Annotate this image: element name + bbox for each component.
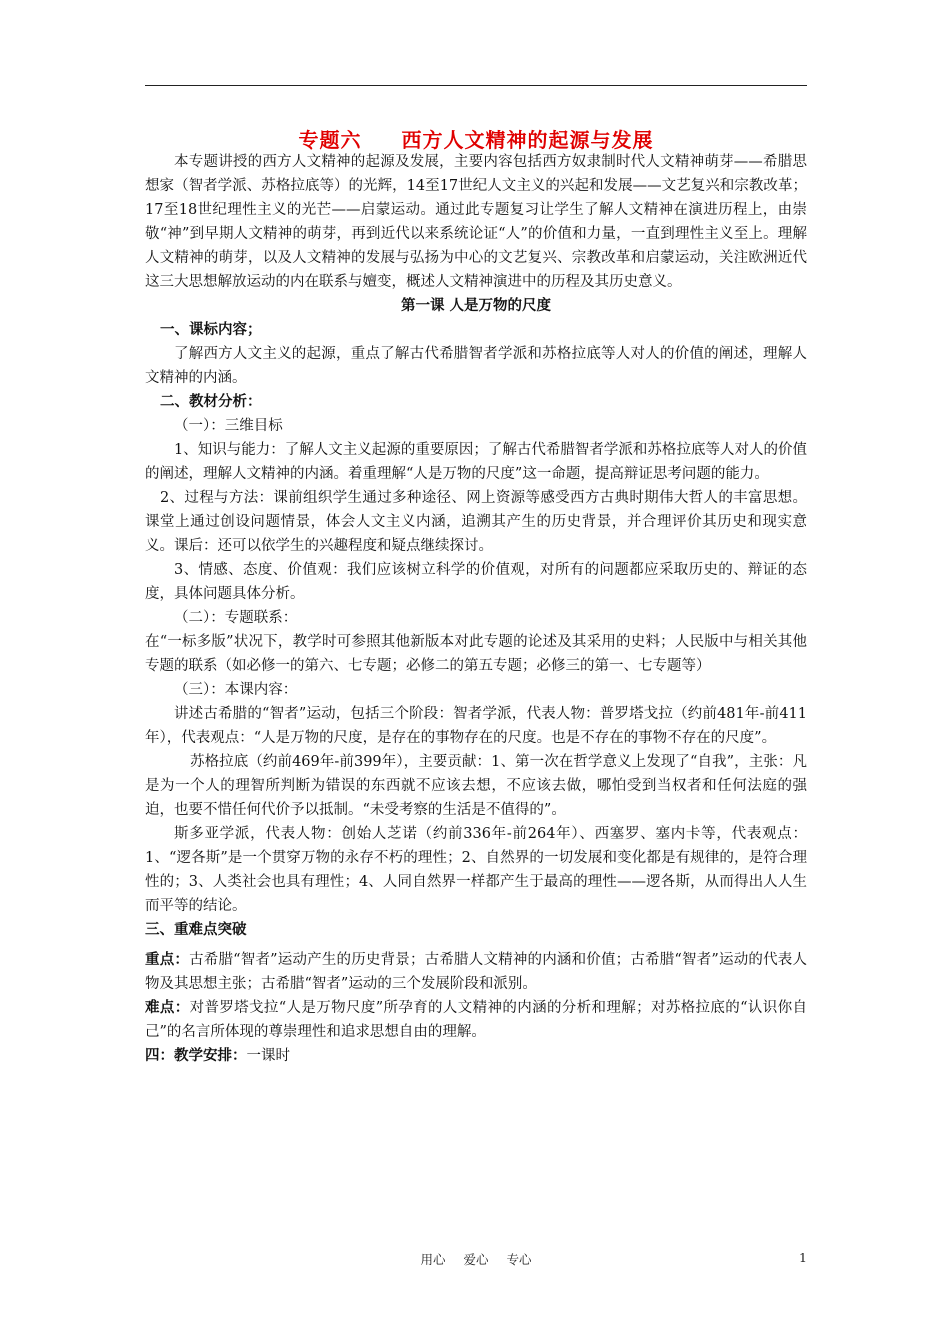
header-rule [145, 85, 807, 86]
goal-knowledge: 1、知识与能力：了解人文主义起源的重要原因；了解古代希腊智者学派和苏格拉底等人对人的价值的阐述，理解人文精神的内涵。着重理解“人是万物的尺度”这一命题，提高辩证思考问题的能力。 [145, 442, 807, 482]
section3-heading: 三、重难点突破 [145, 921, 247, 938]
page-number: 1 [799, 1250, 807, 1265]
section4-text: 一课时 [246, 1048, 290, 1064]
lesson-title: 第一课 人是万物的尺度 [400, 297, 552, 314]
difficulty-label: 难点： [145, 999, 190, 1016]
document-body [145, 150, 807, 1068]
content-sophists: 讲述古希腊的“智者”运动，包括三个阶段：智者学派，代表人物：普罗塔戈拉（约前481年-前411年），代表观点：“人是万物的尺度，是存在的事物存在的尺度。也是不存在的事物不存在的尺度”。 [145, 706, 807, 746]
section1-text: 了解西方人文主义的起源，重点了解古代希腊智者学派和苏格拉底等人对人的价值的阐述，理解人文精神的内涵。 [145, 346, 807, 386]
topic-title [145, 124, 807, 153]
section2-heading: 二、教材分析： [160, 393, 262, 410]
key-points [145, 948, 807, 996]
goal-process: 2、过程与方法：课前组织学生通过多种途径、网上资源等感受西方古典时期伟大哲人的丰富思想。课堂上通过创设问题情景，体会人文主义内涵，追溯其产生的历史背景，并合理评价其历史和现实意义。课后：还可以依学生的兴趣程度和疑点继续探讨。 [145, 490, 807, 554]
content-socrates: 苏格拉底（约前469年-前399年），主要贡献：1、第一次在哲学意义上发现了“自我”，主张：凡是为一个人的理智所判断为错误的东西就不应该去想，不应该去做，哪怕受到当权者和任何法庭的强迫，也要不惜任何代价予以抵制。“未受考察的生活是不值得的”。 [145, 754, 807, 818]
difficult-points [145, 996, 807, 1044]
topic-number: 专题六 [298, 128, 362, 152]
subsection-content-heading: （三）：本课内容： [174, 682, 298, 698]
key-label: 重点： [145, 951, 190, 968]
teaching-arrangement [145, 1044, 807, 1068]
topic-name: 西方人文精神的起源与发展 [401, 128, 654, 152]
subsection-goals-heading: （一）：三维目标 [174, 418, 283, 434]
footer-motto: 用心 爱心 专心 [420, 1252, 532, 1267]
links-text: 在“一标多版”状况下，教学时可参照其他新版本对此专题的论述及其采用的史料；人民版中与相关其他专题的联系（如必修一的第六、七专题；必修二的第五专题；必修三的第一、七专题等） [145, 634, 807, 674]
content-stoics: 斯多亚学派，代表人物：创始人芝诺（约前336年-前264年）、西塞罗、塞内卡等，代表观点：1、“逻各斯”是一个贯穿万物的永存不朽的理性；2、自然界的一切发展和变化都是有规律的，是符合理性的；3、人类社会也具有理性；4、人同自然界一样都产生于最高的理性——逻各斯，从而得出人人生而平等的结论。 [145, 826, 807, 914]
intro-paragraph: 本专题讲授的西方人文精神的起源及发展，主要内容包括西方奴隶制时代人文精神萌芽——希腊思想家（智者学派、苏格拉底等）的光辉，14至17世纪人文主义的兴起和发展——文艺复兴和宗教改革；17至18世纪理性主义的光芒——启蒙运动。通过此专题复习让学生了解人文精神在演进历程上，由崇敬“神”到早期人文精神的萌芽，再到近代以来系统论证“人”的价值和力量，一直到理性主义至上。理解人文精神的萌芽，以及人文精神的发展与弘扬为中心的文艺复兴、宗教改革和启蒙运动，关注欧洲近代这三大思想解放运动的内在联系与嬗变，概述人文精神演进中的历程及其历史意义。 [145, 154, 807, 290]
difficulty-text: 对普罗塔戈拉“人是万物尺度”所孕育的人文精神的内涵的分析和理解；对苏格拉底的“认识你自己”的名言所体现的尊崇理性和追求思想自由的理解。 [145, 1000, 807, 1040]
section1-heading: 一、课标内容； [160, 321, 262, 338]
key-text: 古希腊“智者”运动产生的历史背景；古希腊人文精神的内涵和价值；古希腊“智者”运动的代表人物及其思想主张；古希腊“智者”运动的三个发展阶段和派别。 [145, 952, 807, 992]
goal-attitude: 3、情感、态度、价值观：我们应该树立科学的价值观，对所有的问题都应采取历史的、辩证的态度，具体问题具体分析。 [145, 562, 807, 602]
subsection-links-heading: （二）：专题联系： [174, 610, 298, 626]
section4-heading: 四：教学安排： [145, 1047, 247, 1064]
